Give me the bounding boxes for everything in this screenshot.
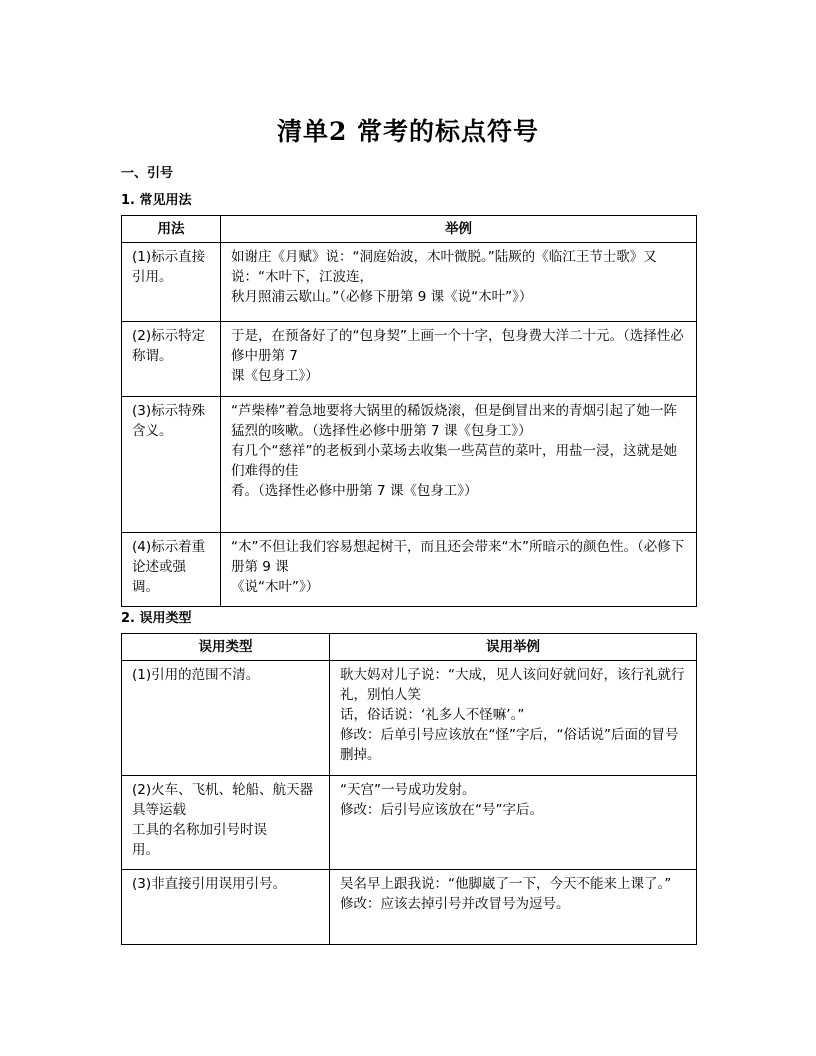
table-header-row — [122, 216, 697, 243]
section-heading: 一、引号 — [121, 166, 174, 181]
misuse-type-text: (2)火车、飞机、轮船、航天器具等运载 工具的名称加引号时误 用。 — [132, 782, 314, 858]
misuse-type-cell — [122, 776, 330, 870]
usage-cell — [122, 322, 221, 397]
column-header-example: 举例 — [221, 216, 697, 243]
usage-cell — [122, 243, 221, 322]
misuse-type-cell — [122, 870, 330, 945]
example-text: 于是，在预备好了的“包身契”上画一个十字，包身费大洋二十元。（选择性必修中册第 7 课《包身工》） — [231, 328, 684, 384]
table-row — [122, 776, 697, 870]
example-text: “芦柴棒”着急地要将大锅里的稀饭烧滚，但是倒冒出来的青烟引起了她一阵猛烈的咳嗽。（选择性必修中册第 7 课《包身工》） — [231, 403, 677, 439]
example-text: “天宫”一号成功发射。 — [340, 782, 476, 798]
example-text: 有几个“慈祥”的老板到小菜场去收集一些莴苣的菜叶，用盐一浸，这就是她们难得的佳 肴。（选择性必修中册第 7 课《包身工》） — [231, 443, 677, 499]
misuse-example-cell — [330, 661, 697, 776]
example-text: 耿大妈对儿子说：“大成，见人该问好就问好，该行礼就行礼，别怕人笑 话，俗话说：‘礼多人不怪嘛’。” — [340, 667, 685, 723]
example-text: “木”不但让我们容易想起树干，而且还会带来“木”所暗示的颜色性。（必修下册第 9 课 《说“木叶”》） — [231, 539, 685, 595]
example-cell — [221, 243, 697, 322]
table-row — [122, 397, 697, 533]
usage-cell — [122, 533, 221, 607]
column-header-misuse-type: 误用类型 — [122, 634, 330, 661]
example-cell — [221, 533, 697, 607]
usage-text: (3)标示特殊含义。 — [132, 403, 206, 439]
misuse-example-cell — [330, 776, 697, 870]
misuse-table — [121, 633, 697, 945]
table-row — [122, 322, 697, 397]
fix-text: 修改：后单引号应该放在“怪”字后，“俗话说”后面的冒号删掉。 — [340, 727, 679, 763]
misuse-example-cell — [330, 870, 697, 945]
column-header-usage: 用法 — [122, 216, 221, 243]
fix-text: 修改：应该去掉引号并改冒号为逗号。 — [340, 896, 570, 912]
usage-text: (2)标示特定称谓。 — [132, 328, 206, 364]
example-cell — [221, 322, 697, 397]
table-row — [122, 870, 697, 945]
subsection-heading-usage: 1. 常见用法 — [121, 193, 192, 208]
column-header-misuse-example: 误用举例 — [330, 634, 697, 661]
misuse-type-cell — [122, 661, 330, 776]
usage-table — [121, 215, 697, 607]
table-header-row — [122, 634, 697, 661]
fix-text: 修改：后引号应该放在“号”字后。 — [340, 802, 543, 818]
table-row — [122, 243, 697, 322]
table-row — [122, 661, 697, 776]
example-text: 如谢庄《月赋》说：“洞庭始波，木叶微脱。”陆厥的《临江王节士歌》又说：“木叶下，江波连， 秋月照浦云歇山。”（必修下册第 9 课《说“木叶”》） — [231, 249, 657, 305]
subsection-heading-misuse: 2. 误用类型 — [121, 611, 192, 626]
example-cell — [221, 397, 697, 533]
example-text: 吴名早上跟我说：“他脚崴了一下，今天不能来上课了。” — [340, 876, 672, 892]
usage-cell — [122, 397, 221, 533]
misuse-type-text: (1)引用的范围不清。 — [132, 667, 260, 683]
usage-text: (4)标示着重论述或强调。 — [132, 539, 206, 595]
misuse-type-text: (3)非直接引用误用引号。 — [132, 876, 287, 892]
usage-text: (1)标示直接引用。 — [132, 249, 206, 285]
page-title: 清单2 常考的标点符号 — [276, 117, 540, 146]
table-row — [122, 533, 697, 607]
